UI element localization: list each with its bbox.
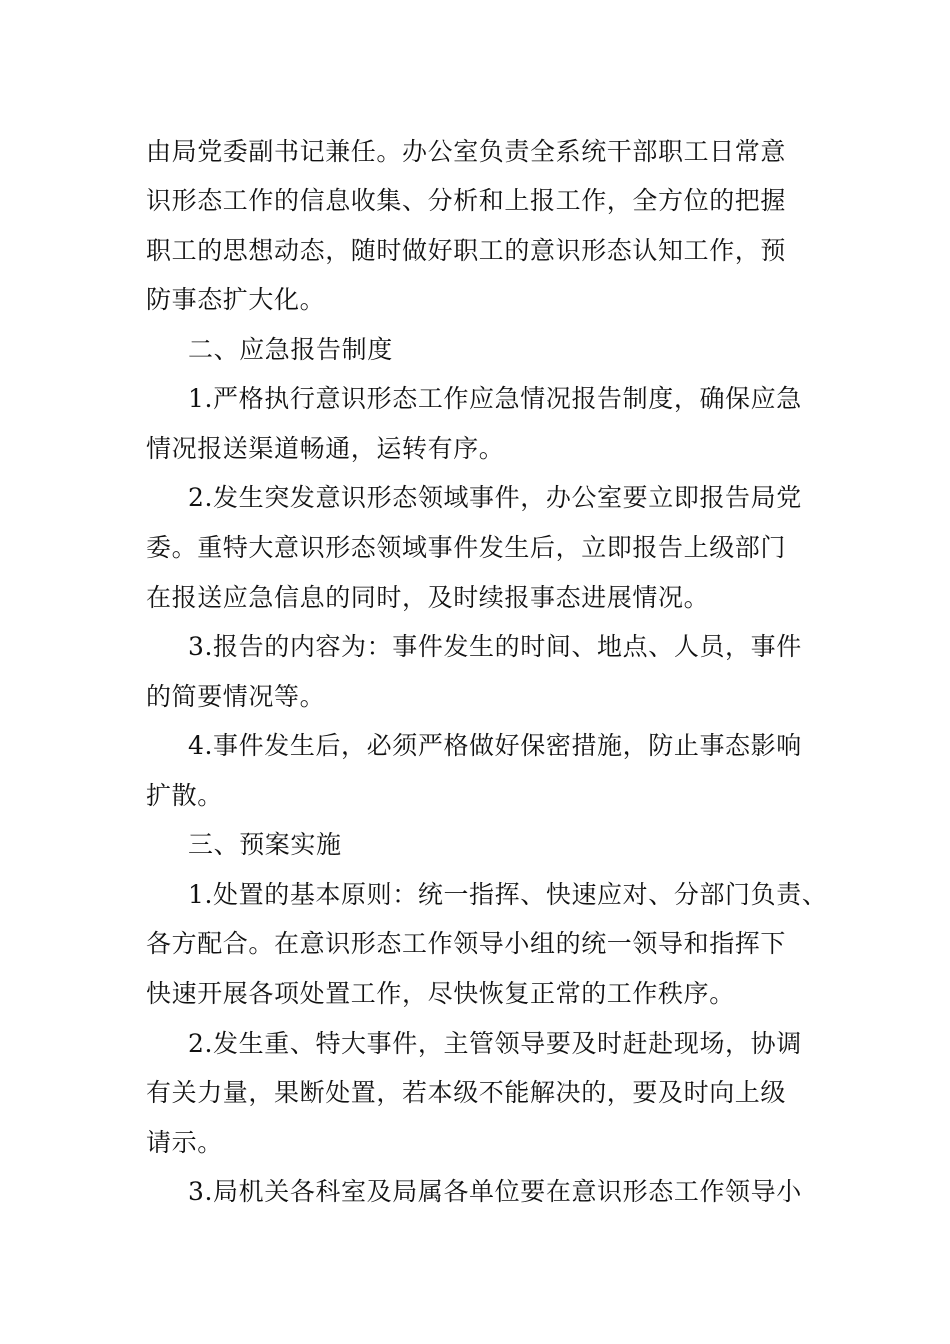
text-line: 的简要情况等。 <box>146 682 326 711</box>
text-line: 1.处置的基本原则：统一指挥、快速应对、分部门负责、 <box>188 880 828 909</box>
text-line: 2.发生突发意识形态领域事件，办公室要立即报告局党 <box>188 483 802 512</box>
text-line: 由局党委副书记兼任。办公室负责全系统干部职工日常意 <box>146 137 787 166</box>
text-line: 4.事件发生后，必须严格做好保密措施，防止事态影响 <box>188 731 802 760</box>
text-line: 有关力量，果断处置，若本级不能解决的，要及时向上级 <box>146 1078 787 1107</box>
text-line: 情况报送渠道畅通，运转有序。 <box>146 434 505 463</box>
text-line: 快速开展各项处置工作，尽快恢复正常的工作秩序。 <box>146 979 735 1008</box>
section-heading: 三、预案实施 <box>188 830 342 859</box>
text-line: 在报送应急信息的同时，及时续报事态进展情况。 <box>146 583 710 612</box>
text-line: 请示。 <box>146 1128 223 1157</box>
text-line: 扩散。 <box>146 781 223 810</box>
text-line: 3.报告的内容为：事件发生的时间、地点、人员，事件 <box>188 632 802 661</box>
text-line: 职工的思想动态，随时做好职工的意识形态认知工作，预 <box>146 236 787 265</box>
section-heading: 二、应急报告制度 <box>188 335 393 364</box>
text-line: 委。重特大意识形态领域事件发生后，立即报告上级部门 <box>146 533 787 562</box>
text-line: 防事态扩大化。 <box>146 285 326 314</box>
text-line: 识形态工作的信息收集、分析和上报工作，全方位的把握 <box>146 186 787 215</box>
text-line: 1.严格执行意识形态工作应急情况报告制度，确保应急 <box>188 384 802 413</box>
text-line: 3.局机关各科室及局属各单位要在意识形态工作领导小 <box>188 1177 802 1206</box>
text-line: 各方配合。在意识形态工作领导小组的统一领导和指挥下 <box>146 929 787 958</box>
text-line: 2.发生重、特大事件，主管领导要及时赶赴现场，协调 <box>188 1029 802 1058</box>
